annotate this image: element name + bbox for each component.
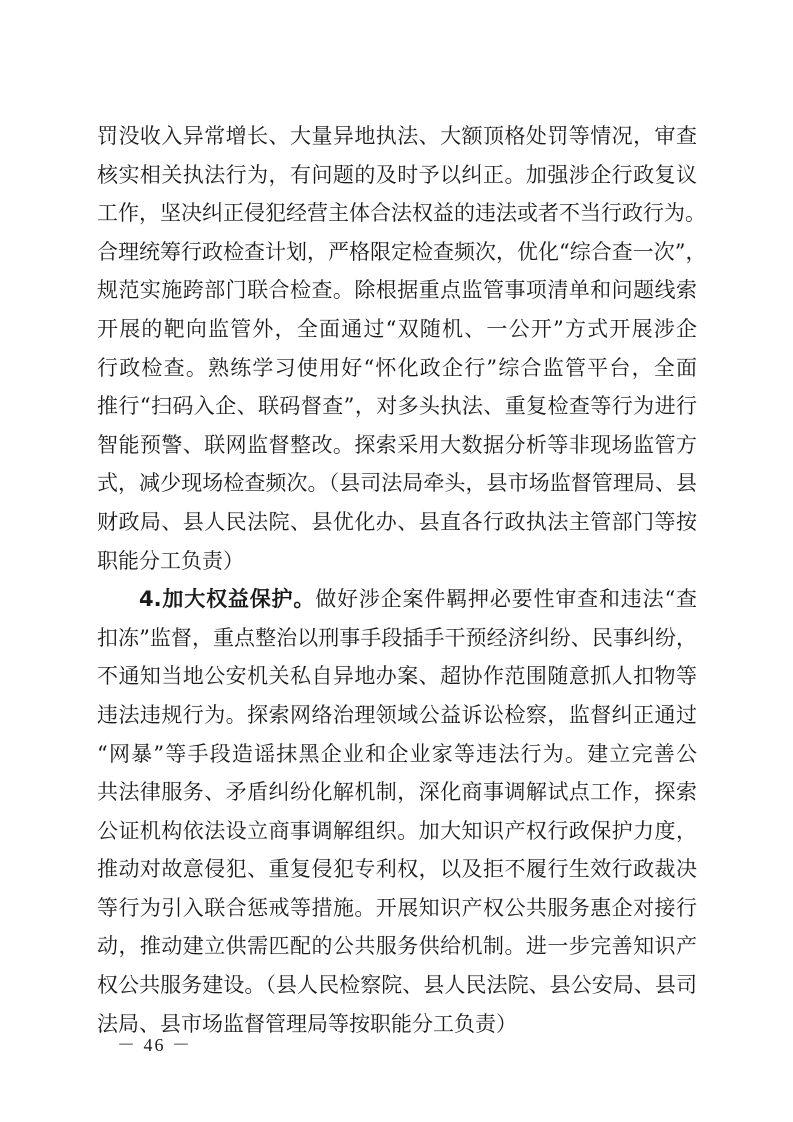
text-line: 工作，坚决纠正侵犯经营主体合法权益的违法或者不当行政行为。	[97, 201, 706, 226]
section-4-first-line-text: 做好涉企案件羁押必要性审查和违法“查	[315, 587, 698, 612]
text-line: 等行为引入联合惩戒等措施。开展知识产权公共服务惠企对接行	[97, 895, 697, 920]
text-line: 共法律服务、矛盾纠纷化解机制，深化商事调解试点工作，探索	[97, 780, 697, 805]
text-line: 动，推动建立供需匹配的公共服务供给机制。进一步完善知识产	[97, 934, 697, 959]
text-line: 推动对故意侵犯、重复侵犯专利权，以及拒不履行生效行政裁决	[97, 857, 697, 882]
document-body	[97, 117, 707, 1043]
text-line: 式，减少现场检查频次。（县司法局牵头，县市场监督管理局、县	[97, 471, 697, 496]
section-4-heading: 4.加大权益保护。	[139, 587, 316, 612]
text-line: 规范实施跨部门联合检查。除根据重点监管事项清单和问题线索	[97, 278, 697, 303]
text-line: 财政局、县人民法院、县优化办、县直各行政执法主管部门等按	[97, 509, 697, 534]
text-line: 开展的靶向监管外，全面通过“双随机、一公开”方式开展涉企	[97, 316, 697, 341]
text-line: “网暴”等手段造谣抹黑企业和企业家等违法行为。建立完善公	[97, 741, 697, 766]
text-line: 公证机构依法设立商事调解组织。加大知识产权行政保护力度，	[97, 818, 697, 843]
page-number: － 46 －	[117, 1035, 192, 1055]
text-line: 行政检查。熟练学习使用好“怀化政企行”综合监管平台，全面	[97, 355, 697, 380]
text-line: 核实相关执法行为，有问题的及时予以纠正。加强涉企行政复议	[97, 162, 697, 187]
text-line: 职能分工负责）	[97, 548, 244, 573]
text-line: 违法违规行为。探索网络治理领域公益诉讼检察，监督纠正通过	[97, 702, 697, 727]
text-line: 权公共服务建设。（县人民检察院、县人民法院、县公安局、县司	[97, 973, 697, 998]
text-line: 智能预警、联网监督整改。探索采用大数据分析等非现场监管方	[97, 432, 697, 457]
text-line: 不通知当地公安机关私自异地办案、超协作范围随意抓人扣物等	[97, 664, 697, 689]
text-line: 合理统筹行政检查计划，严格限定检查频次，优化“综合查一次”，	[97, 239, 707, 264]
section-4-first-line	[97, 580, 697, 619]
text-line: 罚没收入异常增长、大量异地执法、大额顶格处罚等情况，审查	[97, 124, 697, 148]
text-line: 法局、县市场监督管理局等按职能分工负责）	[97, 1011, 517, 1036]
text-line: 推行“扫码入企、联码督查”，对多头执法、重复检查等行为进行	[97, 394, 697, 419]
text-line: 扣冻”监督，重点整治以刑事手段插手干预经济纠纷、民事纠纷，	[97, 625, 697, 650]
